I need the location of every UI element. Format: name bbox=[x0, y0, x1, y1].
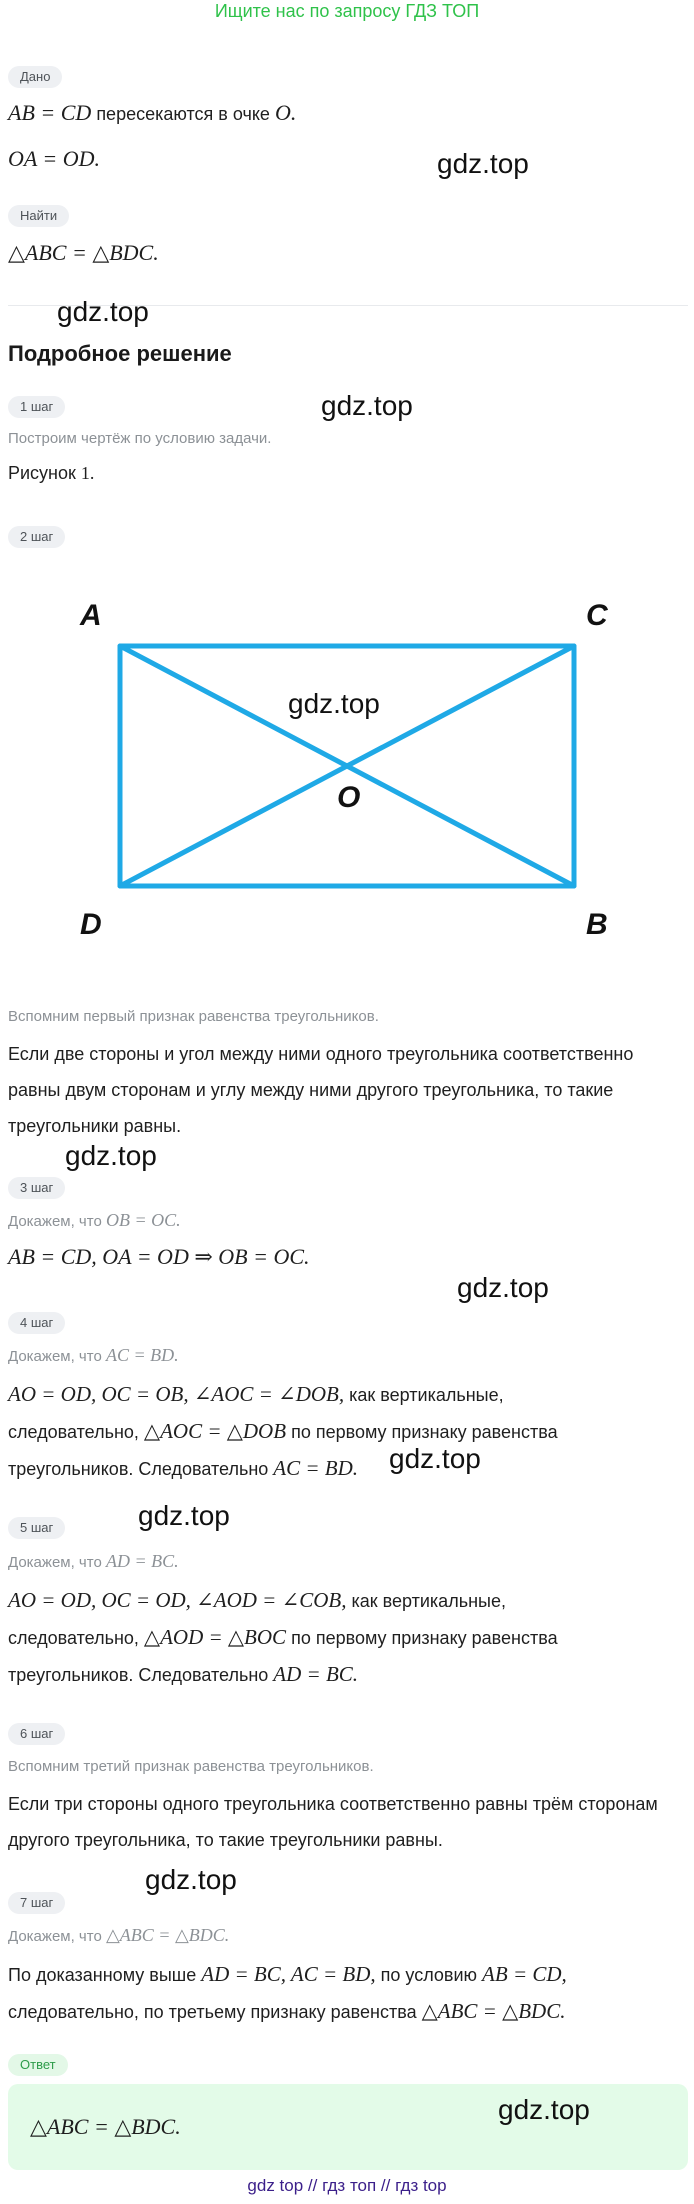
watermark: gdz.top bbox=[437, 148, 529, 179]
step-7-text bbox=[8, 1956, 688, 2030]
figure-number: 1. bbox=[80, 463, 95, 483]
watermark: gdz.top bbox=[138, 1500, 230, 1531]
given-point-o: O. bbox=[274, 100, 297, 125]
find-math: △ABC = △BDC. bbox=[8, 240, 159, 265]
text-line bbox=[8, 1656, 688, 1693]
text-line: треугольники равны. bbox=[8, 1116, 182, 1136]
text-line bbox=[8, 1956, 688, 1993]
math-expr: △ABC = △BDC. bbox=[421, 1999, 566, 2023]
answer-badge: Ответ bbox=[8, 2054, 68, 2076]
math-expr: △AOD = △BOC bbox=[143, 1625, 287, 1649]
step-3-line bbox=[8, 1244, 688, 1270]
watermark: gdz.top bbox=[321, 390, 413, 421]
watermark: gdz.top bbox=[457, 1272, 549, 1303]
step-4-muted-math: AC = BD. bbox=[105, 1345, 179, 1365]
math-expr: AB = CD, bbox=[482, 1962, 567, 1986]
answer-line bbox=[30, 2114, 430, 2140]
step-5-muted bbox=[8, 1551, 179, 1572]
label-c: C bbox=[586, 599, 608, 632]
given-text: пересекаются в очке bbox=[96, 104, 270, 124]
given-oa-od: OA = OD. bbox=[8, 146, 101, 171]
text-part: треугольников. Следовательно bbox=[8, 1665, 269, 1685]
watermark: gdz.top bbox=[145, 1864, 237, 1895]
math-expr: AD = BC, AC = BD, bbox=[201, 1962, 376, 1986]
step-3-muted bbox=[8, 1210, 181, 1231]
step-3-muted-math: OB = OC. bbox=[105, 1210, 181, 1230]
text-line bbox=[8, 1993, 688, 2030]
label-a: A bbox=[80, 599, 102, 632]
step-5-badge: 5 шаг bbox=[8, 1517, 65, 1539]
step-2-text bbox=[8, 1036, 688, 1144]
math-expr: AO = OD, OC = OB, ∠AOC = ∠DOB, bbox=[8, 1382, 345, 1406]
step-1-text bbox=[8, 463, 688, 484]
step-6-muted: Вспомним третий признак равенства треугольников. bbox=[8, 1758, 374, 1775]
step-6-text bbox=[8, 1786, 688, 1858]
answer-math: △ABC = △BDC. bbox=[30, 2114, 181, 2139]
watermark: gdz.top bbox=[288, 688, 380, 719]
footer-links[interactable]: gdz top // гдз топ // гдз top bbox=[247, 2176, 447, 2195]
text-part: по первому признаку равенства bbox=[291, 1422, 558, 1442]
step-4-muted-text: Докажем, что bbox=[8, 1348, 102, 1365]
solution-heading: Подробное решение bbox=[8, 341, 232, 366]
text-line bbox=[8, 1582, 688, 1619]
step-2-muted: Вспомним первый признак равенства треугольников. bbox=[8, 1008, 379, 1025]
label-o: O bbox=[337, 781, 361, 814]
text-line: равны двум сторонам и углу между ними другого треугольника, то такие bbox=[8, 1080, 614, 1100]
text-line bbox=[8, 1376, 688, 1413]
figure-label: Рисунок bbox=[8, 463, 76, 483]
step-3-muted-text: Докажем, что bbox=[8, 1213, 102, 1230]
text-line bbox=[8, 1413, 688, 1450]
watermark: gdz.top bbox=[389, 1443, 481, 1474]
step-4-badge: 4 шаг bbox=[8, 1312, 65, 1334]
text-part: следовательно, по третьему признаку равенства bbox=[8, 2002, 417, 2022]
text-line bbox=[8, 1619, 688, 1656]
text-line: Если две стороны и угол между ними одного треугольника соответственно bbox=[8, 1044, 634, 1064]
step-3-math: AB = CD, OA = OD ⇒ OB = OC. bbox=[8, 1244, 310, 1269]
text-part: как вертикальные, bbox=[351, 1591, 506, 1611]
given-badge: Дано bbox=[8, 66, 62, 88]
math-expr: AD = BC. bbox=[273, 1662, 359, 1686]
given-line-2 bbox=[8, 146, 688, 172]
math-expr: △AOC = △DOB bbox=[143, 1419, 287, 1443]
step-7-muted-math: △ABC = △BDC. bbox=[105, 1925, 230, 1945]
text-part: как вертикальные, bbox=[349, 1385, 504, 1405]
rectangle-figure bbox=[120, 646, 574, 886]
given-line-1 bbox=[8, 100, 688, 126]
watermark: gdz.top bbox=[498, 2094, 590, 2125]
step-3-badge: 3 шаг bbox=[8, 1177, 65, 1199]
find-line bbox=[8, 240, 688, 266]
step-2-badge: 2 шаг bbox=[8, 526, 65, 548]
text-part: треугольников. Следовательно bbox=[8, 1459, 269, 1479]
math-expr: AC = BD. bbox=[273, 1456, 359, 1480]
text-part: по первому признаку равенства bbox=[291, 1628, 558, 1648]
text-line bbox=[8, 1450, 688, 1487]
step-4-muted bbox=[8, 1345, 179, 1366]
top-search-link[interactable]: Ищите нас по запросу ГДЗ ТОП bbox=[214, 1, 480, 21]
step-7-badge: 7 шаг bbox=[8, 1892, 65, 1914]
step-5-muted-math: AD = BC. bbox=[105, 1551, 179, 1571]
math-expr: AO = OD, OC = OD, ∠AOD = ∠COB, bbox=[8, 1588, 347, 1612]
text-part: следовательно, bbox=[8, 1422, 139, 1442]
step-1-muted: Построим чертёж по условию задачи. bbox=[8, 430, 272, 447]
text-part: по условию bbox=[380, 1965, 478, 1985]
step-1-badge: 1 шаг bbox=[8, 396, 65, 418]
step-5-text bbox=[8, 1582, 688, 1693]
label-b: B bbox=[586, 908, 608, 941]
geometry-diagram bbox=[0, 580, 694, 950]
given-ab-cd: AB = CD bbox=[8, 100, 92, 125]
watermark: gdz.top bbox=[57, 296, 149, 327]
text-part: следовательно, bbox=[8, 1628, 139, 1648]
step-5-muted-text: Докажем, что bbox=[8, 1554, 102, 1571]
find-badge: Найти bbox=[8, 205, 69, 227]
step-4-text bbox=[8, 1376, 688, 1487]
label-d: D bbox=[80, 908, 102, 941]
step-7-muted bbox=[8, 1925, 229, 1946]
watermark: gdz.top bbox=[65, 1140, 157, 1171]
step-6-badge: 6 шаг bbox=[8, 1723, 65, 1745]
text-line: другого треугольника, то такие треугольники равны. bbox=[8, 1830, 443, 1850]
text-line: Если три стороны одного треугольника соответственно равны трём сторонам bbox=[8, 1794, 658, 1814]
step-7-muted-text: Докажем, что bbox=[8, 1928, 102, 1945]
text-part: По доказанному выше bbox=[8, 1965, 197, 1985]
